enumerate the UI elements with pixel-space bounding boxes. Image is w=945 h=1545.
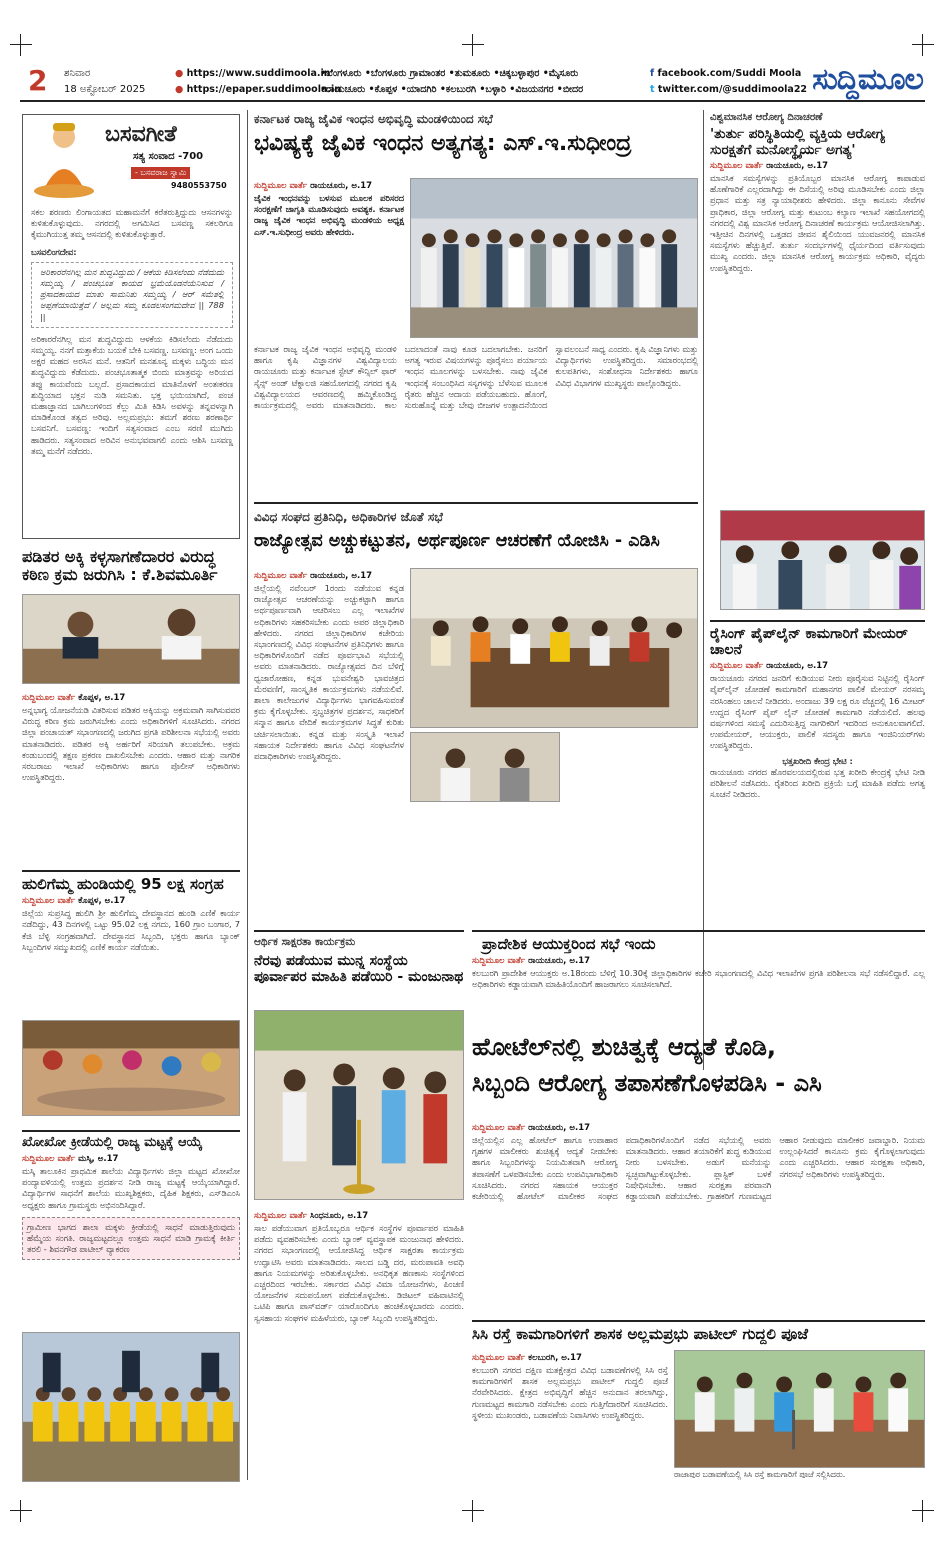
article-raising-pipeline <box>710 620 925 920</box>
article-rajyotsava <box>254 502 698 922</box>
headline: ರೈಸಿಂಗ್ ಪೈಪ್‌ಲೈನ್ ಕಾಮಗಾರಿಗೆ ಮೇಯರ್ ಚಾಲನೆ <box>710 626 908 659</box>
kicker: ಆರ್ಥಿಕ ಸಾಕ್ಷರತಾ ಕಾರ್ಯಕ್ರಮ <box>254 936 356 948</box>
kicker: ವಿವಿಧ ಸಂಘದ ಪ್ರತಿನಿಧಿ, ಅಧಿಕಾರಿಗಳ ಜೊತೆ ಸಭೆ <box>254 510 443 524</box>
date-label: 18 ಅಕ್ಟೋಬರ್ 2025 <box>64 84 146 95</box>
byline: ಸುದ್ದಿಮೂಲ ವಾರ್ತೆ ರಾಯಚೂರು, ಅ.17 <box>472 1123 591 1133</box>
basava-verse-head: ಬಸವಲಿಂಗದೇವ: <box>31 246 77 257</box>
byline: ಸುದ್ದಿಮೂಲ ವಾರ್ತೆ ರಾಯಚೂರು, ಅ.17 <box>254 181 373 191</box>
article-text: ರಾಯಚೂರು ನಗರದ ಜನರಿಗೆ ಕುಡಿಯುವ ನೀರು ಪೂರೈಸುವ ನಿಟ್ಟಿನಲ್ಲಿ ರೈಸಿಂಗ್ ಪೈಪ್‌ಲೈನ್ ಜೋಡಣೆ ಕಾಮಗಾರಿಗೆ ಮಹಾನಗರ ಪಾಲಿಕೆ ಮೇಯರ್ ನರಸಮ್ಮ ನರಸಿಂಹಲು ಚಾಲನೆ ನೀಡಿದರು. ಅಂದಾಜು 39 ಲಕ್ಷ ರೂ ವೆಚ್ಚದಲ್ಲಿ 16 ಮೀಟರ್ ಉದ್ದದ ರೈಸಿಂಗ್ ಪೈಪ್ ಲೈನ್ ಜೋಡಣೆ ಕಾಮಗಾರಿ ನಡೆಯಲಿದೆ. ಹಲವು ವರ್ಷಗಳಿಂದ ಸಮಸ್ಯೆ ಎದುರಿಸುತ್ತಿದ್ದ ನಾಗರಿಕರಿಗೆ ಇದರಿಂದ ಅನುಕೂಲವಾಗಲಿದೆ. ಉಪಮೇಯರ್, ಆಯುಕ್ತರು, ಪಾಲಿಕೆ ಸದಸ್ಯರು ಹಾಗೂ ಇಂಜಿನಿಯರ್‌ಗಳು ಉಪಸ್ಥಿತರಿದ್ದರು. <box>710 673 925 751</box>
epaper-link[interactable]: https://epaper.suddimoola.in <box>186 84 342 95</box>
byline: ಸುದ್ದಿಮೂಲ ವಾರ್ತೆ ಕಲಬುರಗಿ, ಅ.17 <box>472 1353 582 1363</box>
article-mental-health <box>710 112 925 612</box>
byline: ಸುದ್ದಿಮೂಲ ವಾರ್ತೆ ಮಸ್ಕಿ, ಅ.17 <box>22 1153 119 1164</box>
byline: ಸುದ್ದಿಮೂಲ ವಾರ್ತೆ ಸಿಂಧನೂರು, ಅ.17 <box>254 1211 369 1221</box>
registration-mark <box>462 34 484 56</box>
twitter-icon: t <box>650 84 655 95</box>
article-text: ಮಾನಸಿಕ ಸಮಸ್ಯೆಗಳನ್ನು ಪ್ರತಿಯೊಬ್ಬರ ಮಾನಸಿಕ ಆರೋಗ್ಯ ಕಾಪಾಡುವ ಹೊಣೆಗಾರಿಕೆ ಎಲ್ಲರದಾಗಿದ್ದು ಈ ದಿಸೆಯಲ್ಲಿ ಅರಿವು ಮೂಡಿಸಬೇಕು ಎಂದು ಜಿಲ್ಲಾ ಪ್ರಧಾನ ಮತ್ತು ಸತ್ರ ನ್ಯಾಯಾಧೀಶರು ಹೇಳಿದರು. ಜಿಲ್ಲಾ ಕಾನೂನು ಸೇವೆಗಳ ಪ್ರಾಧಿಕಾರ, ಜಿಲ್ಲಾ ಆರೋಗ್ಯ ಮತ್ತು ಕುಟುಂಬ ಕಲ್ಯಾಣ ಇಲಾಖೆ ಸಹಯೋಗದಲ್ಲಿ ನಗರದಲ್ಲಿ ವಿಶ್ವ ಮಾನಸಿಕ ಆರೋಗ್ಯ ದಿನಾಚರಣೆ ಕಾರ್ಯಕ್ರಮ ಆಯೋಜಿಸಲಾಗಿತ್ತು. ಇತ್ತೀಚಿನ ದಿನಗಳಲ್ಲಿ ಒತ್ತಡದ ಜೀವನ ಶೈಲಿಯಿಂದ ಯುವಜನರಲ್ಲಿ ಮಾನಸಿಕ ಸಮಸ್ಯೆಗಳು ಹೆಚ್ಚುತ್ತಿವೆ. ತುರ್ತು ಸಂದರ್ಭಗಳಲ್ಲಿ ಧೈರ್ಯದಿಂದ ವರ್ತಿಸುವುದು ಮುಖ್ಯ ಎಂದರು. ಜಿಲ್ಲಾ ಮಾನಸಿಕ ಆರೋಗ್ಯ ಕಾರ್ಯಕ್ರಮ ಅಧಿಕಾರಿ, ವೈದ್ಯರು ಉಪಸ್ಥಿತರಿದ್ದರು. <box>710 173 925 273</box>
photo-caption: ರಾಜಾಪುರ ಬಡಾವಣೆಯಲ್ಲಿ ಸಿಸಿ ರಸ್ತೆ ಕಾಮಗಾರಿಗೆ ಪೂಜೆ ಸಲ್ಲಿಸಿದರು. <box>674 1470 846 1479</box>
social-links <box>650 66 807 98</box>
article-regional-commissioner <box>472 930 925 1028</box>
rajyotsava-meeting-photo <box>410 568 698 728</box>
article-text: ಸಾಲ ಪಡೆಯುವಾಗ ಪ್ರತಿಯೊಬ್ಬರೂ ಆರ್ಥಿಕ ಸಂಸ್ಥೆಗಳ ಪೂರ್ವಾಪರ ಮಾಹಿತಿ ಪಡೆದು ವ್ಯವಹರಿಸಬೇಕು ಎಂದು ಬ್ಯಾಂಕ್ ವ್ಯವಸ್ಥಾಪಕ ಮಂಜುನಾಥ ಹೇಳಿದರು. ನಗರದ ಸಭಾಂಗಣದಲ್ಲಿ ಆಯೋಜಿಸಿದ್ದ ಆರ್ಥಿಕ ಸಾಕ್ಷರತಾ ಕಾರ್ಯಕ್ರಮ ಉದ್ಘಾಟಿಸಿ ಅವರು ಮಾತನಾಡಿದರು. ಸಾಲದ ಬಡ್ಡಿ ದರ, ಮರುಪಾವತಿ ಅವಧಿ ಹಾಗೂ ನಿಯಮಗಳನ್ನು ಅರಿತುಕೊಳ್ಳಬೇಕು. ಅನಧಿಕೃತ ಹಣಕಾಸು ಸಂಸ್ಥೆಗಳಿಂದ ಎಚ್ಚರದಿಂದ ಇರಬೇಕು. ಸರ್ಕಾರದ ವಿವಿಧ ವಿಮಾ ಯೋಜನೆಗಳು, ಪಿಂಚಣಿ ಯೋಜನೆಗಳ ಸದುಪಯೋಗ ಪಡೆದುಕೊಳ್ಳಬೇಕು. ಡಿಜಿಟಲ್ ವಹಿವಾಟಿನಲ್ಲಿ ಒಟಿಪಿ ಹಾಗೂ ಪಾಸ್‌ವರ್ಡ್ ಯಾರೊಂದಿಗೂ ಹಂಚಿಕೊಳ್ಳಬಾರದು ಎಂದರು. ಸ್ವಸಹಾಯ ಸಂಘಗಳ ಮಹಿಳೆಯರು, ಬ್ಯಾಂಕ್ ಸಿಬ್ಬಂದಿ ಉಪಸ್ಥಿತರಿದ್ದರು. <box>254 1223 464 1323</box>
article-text: ಕಲಬುರಗಿ ನಗರದ ದಕ್ಷಿಣ ಮತಕ್ಷೇತ್ರದ ವಿವಿಧ ಬಡಾವಣೆಗಳಲ್ಲಿ ಸಿಸಿ ರಸ್ತೆ ಕಾಮಗಾರಿಗಳಿಗೆ ಶಾಸಕ ಅಲ್ಲಮಪ್ರಭು ಪಾಟೀಲ್ ಗುದ್ದಲಿ ಪೂಜೆ ನೆರವೇರಿಸಿದರು. ಕ್ಷೇತ್ರದ ಅಭಿವೃದ್ಧಿಗೆ ಹೆಚ್ಚಿನ ಅನುದಾನ ತರಲಾಗಿದ್ದು, ಗುಣಮಟ್ಟದ ಕಾಮಗಾರಿ ನಡೆಸಬೇಕು ಎಂದು ಗುತ್ತಿಗೆದಾರರಿಗೆ ಸೂಚಿಸಿದರು. ಸ್ಥಳೀಯ ಮುಖಂಡರು, ಬಡಾವಣೆಯ ನಿವಾಸಿಗಳು ಉಪಸ್ಥಿತರಿದ್ದರು. <box>472 1365 668 1420</box>
website-link[interactable]: https://www.suddimoola.in <box>186 68 331 79</box>
headline-line1: ಹೋಟೆಲ್‌ನಲ್ಲಿ ಶುಚಿತ್ವಕ್ಕೆ ಆದ್ಯತೆ ಕೊಡಿ, <box>472 1034 776 1061</box>
web-links <box>175 66 341 98</box>
globe-icon: ● <box>175 84 184 95</box>
byline: ಸುದ್ದಿಮೂಲ ವಾರ್ತೆ ರಾಯಚೂರು, ಅ.17 <box>472 956 591 967</box>
headline: ಪಡಿತರ ಅಕ್ಕಿ ಕಳ್ಳಸಾಗಣೆದಾರರ ವಿರುದ್ಧ ಕಠಿಣ ಕ್ರಮ ಜರುಗಿಸಿ : ಕೆ.ಶಿವಮೂರ್ತಿ <box>22 548 218 585</box>
lamp-lighting-photo <box>254 1010 464 1200</box>
lead-text: ಜೈವಿಕ ಇಂಧನವನ್ನು ಬಳಸುವ ಮೂಲಕ ಪರಿಸರದ ಸಂರಕ್ಷಣೆಗೆ ಜಾಗೃತಿ ಮೂಡಿಸುವುದು ಅವಶ್ಯಕ. ಕರ್ನಾಟಕ ರಾಜ್ಯ ಜೈವಿಕ ಇಂಧನ ಅಭಿವೃದ್ಧಿ ಮಂಡಳಿಯ ಅಧ್ಯಕ್ಷ ಎಸ್.ಇ.ಸುಧೀಂದ್ರ ಅವರು ಹೇಳಿದರು. <box>254 193 404 237</box>
facebook-icon: f <box>650 68 655 79</box>
byline: ಸುದ್ದಿಮೂಲ ವಾರ್ತೆ ರಾಯಚೂರು, ಅ.17 <box>710 161 829 172</box>
editions-line: •ರಾಯಚೂರು •ಕೊಪ್ಪಳ •ಯಾದಗಿರಿ •ಕಲಬುರಗಿ •ಬಳ್ಳಾರಿ •ವಿಜಯನಗರ •ಬೀದರ <box>320 84 584 95</box>
basava-title: ಬಸವಗೀತೆ <box>105 121 177 147</box>
article-text: ಕರ್ನಾಟಕ ರಾಜ್ಯ ಜೈವಿಕ ಇಂಧನ ಅಭಿವೃದ್ಧಿ ಮಂಡಳಿ ಹಾಗೂ ಕೃಷಿ ವಿಜ್ಞಾನಗಳ ವಿಶ್ವವಿದ್ಯಾಲಯ ರಾಯಚೂರು ಮತ್ತು ಕರ್ನಾಟಕ ಸ್ಟೇಟ್ ಕೌನ್ಸಿಲ್ ಫಾರ್ ಸೈನ್ಸ್ ಅಂಡ್ ಟೆಕ್ನಾಲಜಿ ಸಹಯೋಗದಲ್ಲಿ ನಗರದ ಕೃಷಿ ವಿಶ್ವವಿದ್ಯಾಲಯದ ಆವರಣದಲ್ಲಿ ಹಮ್ಮಿಕೊಂಡಿದ್ದ ಕಾರ್ಯಕ್ರಮದಲ್ಲಿ ಅವರು ಮಾತನಾಡಿದರು. ಕಾಲ ಬದಲಾದಂತೆ ನಾವು ಕೂಡ ಬದಲಾಗಬೇಕು. ಜನರಿಗೆ ಅಗತ್ಯ ಇರುವ ವಿಷಯಗಳನ್ನು ಪೂರೈಸಲು ಪರ್ಯಾಯ ಇಂಧನ ಮೂಲಗಳನ್ನು ಬಳಸಬೇಕು. ನಾವು ಜೈವಿಕ ಇಂಧನಕ್ಕೆ ಸಂಬಂಧಿಸಿದ ಸಸ್ಯಗಳನ್ನು ಬೆಳೆಸುವ ಮೂಲಕ ರೈತರು ಹೆಚ್ಚಿನ ಆದಾಯ ಪಡೆಯಬಹುದು. ಹೊಂಗೆ, ಸುರುಹೊನ್ನೆ ಮತ್ತು ಬೇವು ಬೀಜಗಳ ಉತ್ಪಾದನೆಯಿಂದ ಸ್ವಾವಲಂಬನೆ ಸಾಧ್ಯ ಎಂದರು. ಕೃಷಿ ವಿಜ್ಞಾನಿಗಳು ಮತ್ತು ವಿದ್ಯಾರ್ಥಿಗಳು ಉಪಸ್ಥಿತರಿದ್ದರು. ಸಮಾರಂಭದಲ್ಲಿ ಕುಲಪತಿಗಳು, ಸಂಶೋಧನಾ ನಿರ್ದೇಶಕರು ಹಾಗೂ ವಿವಿಧ ವಿಭಾಗಗಳ ಮುಖ್ಯಸ್ಥರು ಪಾಲ್ಗೊಂಡಿದ್ದರು. <box>254 344 698 411</box>
article-text: ಜಿಲ್ಲೆಯಲ್ಲಿ ನವೆಂಬರ್ 1ರಂದು ನಡೆಯುವ ಕನ್ನಡ ರಾಜ್ಯೋತ್ಸವ ಆಚರಣೆಯನ್ನು ಅಚ್ಚುಕಟ್ಟಾಗಿ ಹಾಗೂ ಅರ್ಥಪೂರ್ಣವಾಗಿ ಆಚರಿಸಲು ಎಲ್ಲ ಇಲಾಖೆಗಳ ಅಧಿಕಾರಿಗಳು ಸಹಕರಿಸಬೇಕು ಎಂದು ಅಪರ ಜಿಲ್ಲಾಧಿಕಾರಿ ಹೇಳಿದರು. ನಗರದ ಜಿಲ್ಲಾಧಿಕಾರಿಗಳ ಕಚೇರಿಯ ಸಭಾಂಗಣದಲ್ಲಿ ವಿವಿಧ ಸಂಘಟನೆಗಳ ಪ್ರತಿನಿಧಿಗಳು ಹಾಗೂ ಅಧಿಕಾರಿಗಳೊಂದಿಗೆ ನಡೆದ ಪೂರ್ವಭಾವಿ ಸಭೆಯಲ್ಲಿ ಅವರು ಮಾತನಾಡಿದರು. ರಾಜ್ಯೋತ್ಸವದ ದಿನ ಬೆಳಿಗ್ಗೆ ಧ್ವಜಾರೋಹಣ, ಕನ್ನಡ ಭುವನೇಶ್ವರಿ ಭಾವಚಿತ್ರದ ಮೆರವಣಿಗೆ, ಸಾಂಸ್ಕೃತಿಕ ಕಾರ್ಯಕ್ರಮಗಳು ನಡೆಯಲಿವೆ. ಶಾಲಾ ಕಾಲೇಜುಗಳ ವಿದ್ಯಾರ್ಥಿಗಳು ಭಾಗವಹಿಸುವಂತೆ ಕ್ರಮ ಕೈಗೊಳ್ಳಬೇಕು. ಸ್ತಬ್ಧಚಿತ್ರಗಳ ಪ್ರದರ್ಶನ, ಸಾಧಕರಿಗೆ ಸನ್ಮಾನ ಹಾಗೂ ವೇದಿಕೆ ಕಾರ್ಯಕ್ರಮಗಳ ಸಿದ್ಧತೆ ಕುರಿತು ಚರ್ಚಿಸಲಾಯಿತು. ಕನ್ನಡ ಮತ್ತು ಸಂಸ್ಕೃತಿ ಇಲಾಖೆ ಸಹಾಯಕ ನಿರ್ದೇಶಕರು ಹಾಗೂ ವಿವಿಧ ಸಂಘಟನೆಗಳ ಪದಾಧಿಕಾರಿಗಳು ಉಪಸ್ಥಿತರಿದ್ದರು. <box>254 583 404 762</box>
masthead-logo: ಸುದ್ದಿಮೂಲ <box>812 62 923 97</box>
registration-mark <box>10 34 32 56</box>
page-number: 2 <box>28 64 48 97</box>
akki-photo <box>22 594 240 684</box>
registration-mark <box>912 1500 934 1522</box>
article-huligemma <box>22 870 240 1120</box>
groundbreaking-photo <box>674 1350 925 1468</box>
headline: ಹುಲಿಗೆಮ್ಮ ಹುಂಡಿಯಲ್ಲಿ 95 ಲಕ್ಷ ಸಂಗ್ರಹ <box>22 875 224 893</box>
headline: ನೆರವು ಪಡೆಯುವ ಮುನ್ನ ಸಂಸ್ಥೆಯ ಪೂರ್ವಾಪರ ಮಾಹಿತಿ ಪಡೆಯಿರಿ - ಮಂಜುನಾಥ <box>254 953 464 986</box>
basava-intro: ಸಕಲ ಶರಣರು ಲಿಂಗಾಯತದ ಮಹಾಮನೆಗೆ ಕರೆತರುತ್ತಿದ್ದುದು ಆಸನಗಳನ್ನು ಕುಳಿತುಕೊಳ್ಳುವುದು. ನಗರದಲ್ಲಿ ಅಗಮಿಸಿದ ಬಸವಣ್ಣ ಸಕಲರಿಗೂ ಕೈಮುಗಿಯುತ್ತ ತಮ್ಮ ಆಸನದಲ್ಲಿ ಕುಳಿತುಕೊಳ್ಳುತ್ತಾರೆ. <box>31 207 233 240</box>
headline-line2: ಸಿಬ್ಬಂದಿ ಆರೋಗ್ಯ ತಪಾಸಣೆಗೊಳಪಡಿಸಿ - ಎಸಿ <box>472 1068 822 1097</box>
basava-subtitle: ಸತ್ಯ ಸಂವಾದ -700 <box>133 151 204 162</box>
column-divider <box>247 110 248 1480</box>
registration-mark <box>10 1500 32 1522</box>
registration-mark <box>912 34 934 56</box>
kicker: ವಿಶ್ವಮಾನಸಿಕ ಆರೋಗ್ಯ ದಿನಾಚರಣೆ <box>710 112 823 123</box>
byline: ಸುದ್ದಿಮೂಲ ವಾರ್ತೆ ರಾಯಚೂರು, ಅ.17 <box>710 661 829 672</box>
article-cc-road <box>472 1320 925 1485</box>
officials-photo <box>410 732 560 802</box>
basava-verse: ಅರಿಕಾರರೆನಗಿಲ್ಲ ಮನ ಶುದ್ಧವಿದ್ದುದು / ಆಕೆಯ ಕಿಡಿಸಲೆಂದು ನೆಡೆದುದು ಸಮ್ಮಯ್ಯ / ಪಂಚಭೂತ ಕಾಯದ ಭ್ರಮೆಯೊಡನೆಯೆನಿಸುವ / ಪ್ರಸಾದಕಾಯದ ಮಾತು ಸಾಮನಿತು ಸಮ್ಮಯ್ಯ / ಆರ್ ಸಮೆತಲ್ಲಿ ಅಪ್ಪಣೆಯಾಯಿತ್ತೆದೆ / ಅಲ್ಲಮ ಸಮ್ಮ ಕೂಡಲಸಂಗಮದೇವ || 788 || <box>31 262 233 328</box>
basava-author: - ಬಸವರಾಜ ಸ್ವಾಮಿ <box>131 167 190 179</box>
byline: ಸುದ್ದಿಮೂಲ ವಾರ್ತೆ ಕೊಪ್ಪಳ, ಅ.17 <box>22 896 126 907</box>
headline: ರಾಜ್ಯೋತ್ಸವ ಅಚ್ಚುಕಟ್ಟುತನ, ಅರ್ಥಪೂರ್ಣ ಆಚರಣೆಗೆ ಯೋಜಿಸಿ - ಎಡಿಸಿ <box>254 531 660 551</box>
kicker: ಕರ್ನಾಟಕ ರಾಜ್ಯ ಜೈವಿಕ ಇಂಧನ ಅಭಿವೃದ್ಧಿ ಮಂಡಳಿಯಿಂದ ಸಭೆ <box>254 112 493 126</box>
page-header <box>20 64 925 102</box>
column-divider <box>703 110 704 1070</box>
khokho-team-photo <box>22 1332 240 1482</box>
editions-list <box>320 66 650 98</box>
headline: ಭವಿಷ್ಯಕ್ಕೆ ಜೈವಿಕ ಇಂಧನ ಅತ್ಯಗತ್ಯ: ಎಸ್.ಇ.ಸುಧೀಂದ್ರ <box>254 131 632 156</box>
basava-body <box>31 207 233 457</box>
box-title: ಭತ್ತಖರೀದಿ ಕೇಂದ್ರ ಭೇಟಿ : <box>782 755 853 766</box>
basava-phone: 9480553750 <box>171 181 227 190</box>
article-text: ಕಲಬುರಗಿ ಪ್ರಾದೇಶಿಕ ಆಯುಕ್ತರು ಅ.18ರಂದು ಬೆಳಿಗ್ಗೆ 10.30ಕ್ಕೆ ಜಿಲ್ಲಾಧಿಕಾರಿಗಳ ಕಚೇರಿ ಸಭಾಂಗಣದಲ್ಲಿ ವಿವಿಧ ಇಲಾಖೆಗಳ ಪ್ರಗತಿ ಪರಿಶೀಲನಾ ಸಭೆ ನಡೆಸಲಿದ್ದಾರೆ. ಎಲ್ಲ ಅಧಿಕಾರಿಗಳು ಕಡ್ಡಾಯವಾಗಿ ಮಾಹಿತಿಯೊಂದಿಗೆ ಹಾಜರಾಗಲು ಸೂಚಿಸಲಾಗಿದೆ. <box>472 968 925 990</box>
day-label: ಶನಿವಾರ <box>64 68 91 79</box>
box-text: ರಾಯಚೂರು ನಗರದ ಹೊರವಲಯದಲ್ಲಿರುವ ಭತ್ತ ಖರೀದಿ ಕೇಂದ್ರಕ್ಕೆ ಭೇಟಿ ನೀಡಿ ಪರಿಶೀಲನೆ ನಡೆಸಿದರು. ರೈತರಿಂದ ಖರೀದಿ ಪ್ರಕ್ರಿಯೆ ಬಗ್ಗೆ ಮಾಹಿತಿ ಪಡೆದು ಅಗತ್ಯ ಸೂಚನೆ ನೀಡಿದರು. <box>710 766 925 800</box>
article-text: ಜಿಲ್ಲೆಯ ಸುಪ್ರಸಿದ್ಧ ಹುಲಿಗಿ ಶ್ರೀ ಹುಲಿಗೆಮ್ಮ ದೇವಸ್ಥಾನದ ಹುಂಡಿ ಎಣಿಕೆ ಕಾರ್ಯ ನಡೆದಿದ್ದು, 43 ದಿನಗಳಲ್ಲಿ ಒಟ್ಟು 95.02 ಲಕ್ಷ ನಗದು, 160 ಗ್ರಾಂ ಬಂಗಾರ, 7 ಕೆಜಿ ಬೆಳ್ಳಿ ಸಂಗ್ರಹವಾಗಿದೆ. ದೇವಸ್ಥಾನದ ಸಿಬ್ಬಂದಿ, ಭಕ್ತರು ಹಾಗೂ ಬ್ಯಾಂಕ್ ಸಿಬ್ಬಂದಿಗಳ ಸಮ್ಮುಖದಲ್ಲಿ ಎಣಿಕೆ ಕಾರ್ಯ ನಡೆಯಿತು. <box>22 908 240 952</box>
huligemma-photo <box>22 1020 240 1116</box>
facebook-link[interactable]: facebook.com/Suddi Moola <box>657 68 802 79</box>
article-biofuel <box>254 112 698 494</box>
basava-illustration <box>29 119 99 199</box>
byline: ಸುದ್ದಿಮೂಲ ವಾರ್ತೆ ರಾಯಚೂರು, ಅ.17 <box>254 571 373 581</box>
issue-date <box>64 66 145 98</box>
twitter-link[interactable]: twitter.com/@suddimoola22 <box>657 84 808 95</box>
byline: ಸುದ್ದಿಮೂಲ ವಾರ್ತೆ ಕೊಪ್ಪಳ, ಅ.17 <box>22 693 126 703</box>
headline: ಪ್ರಾದೇಶಿಕ ಆಯುಕ್ತರಿಂದ ಸಭೆ ಇಂದು <box>482 935 656 953</box>
basava-text: ಅರಿಕಾರರೆನಗಿಲ್ಲ ಮನ ಶುದ್ಧವಿದ್ದುದು ಆಳಕೆಯ ಕಿಡಿಸಲೆಂದು ನೆಡೆದುದು ಸಮ್ಮಯ್ಯ. ನನಗೆ ಮತ್ತಾಕೆಯ ಬಯಕೆ ಬೇಕಿ ಬಸವಣ್ಣ. ಬಸವಣ್ಣ: ಅಂಗ ಒಂದು ಅಕ್ಷರ ಮಹದ ಅರಸಿನ ಮನೆ. ಆತನಿಗೆ ಮನಶೂನ್ಯ ಮಕ್ಕಳು ಬದ್ಧಿಯ ಮನ ಶುದ್ಧವಿದ್ದುದು ಕೆಡೆದುದು. ಪಂಚಭೂತಾತ್ಮಕ ಬಿಂದು ಮಾತ್ರವನ್ನು ಅರಿಯದ ತಪ್ಪು ಕಾಯವೆಂದು ಬಲ್ಲದೆ. ಪ್ರಸಾದಕಾಯದ ಮಾತಿನೊಳಗೆ ಅಂತಃಕರಣ ಶುದ್ಧಿಯಾದ ಭಕ್ತನ ನುಡಿ ಸಮನಿತು. ಭಕ್ತ ಭಯಿಯಾಗಿದೆ, ಪಂಚ ಮಹಾಜ್ಞಾನದ ಬಾಗಿಲುಗಳಿಂದ ಕೆಲ್ಲು ಮಿತಿ ಕಿಡಿಸಿ ಅವಳನ್ನು ತನ್ನವಳನ್ನಾಗಿ ಮಾಡಿಕೊಂಡ ತತ್ವದ ಅರಿವು. ಅಲ್ಲಮಪ್ರಭು: ತಮಗೆ ಶರಣು ಶರಣಾರ್ಥಿ ಬಸವನಿಗೆ. ಬಸವಣ್ಣ: ಇಂದಿಗೆ ಸತ್ಯಸಂವಾದ ಎಂಬ ಸರಣಿ ಮುಗಿದು ಹಾಡಿದರು. ಸತ್ಯಸಂವಾದ ಅರಿವಿನ ಅನುಭವವಾಗಲಿ ಎಂದು ಆಶಿಸಿ ಬಸವಣ್ಣ ತಮ್ಮ ಮನೆಗೆ ನಡೆದರು. <box>31 333 233 456</box>
registration-mark <box>462 1500 484 1522</box>
article-khokho <box>22 1130 240 1490</box>
headline: ಸಿಸಿ ರಸ್ತೆ ಕಾಮಗಾರಿಗಳಿಗೆ ಶಾಸಕ ಅಲ್ಲಮಪ್ರಭು ಪಾಟೀಲ್ ಗುದ್ದಲಿ ಪೂಜೆ <box>472 1325 809 1343</box>
article-financial-literacy <box>254 930 464 1485</box>
globe-icon: ● <box>175 68 184 79</box>
article-akki <box>22 548 240 860</box>
headline: ಖೋಖೋ ಕ್ರೀಡೆಯಲ್ಲಿ ರಾಜ್ಯ ಮಟ್ಟಕ್ಕೆ ಆಯ್ಕೆ <box>22 1135 203 1150</box>
editions-line: •ಬೆಂಗಳೂರು •ಬೆಂಗಳೂರು ಗ್ರಾಮಾಂತರ •ತುಮಕೂರು •ಚಿಕ್ಕಬಳ್ಳಾಪುರ •ಮೈಸೂರು <box>320 68 579 79</box>
basavageete-column <box>22 114 240 539</box>
biofuel-group-photo <box>410 178 698 338</box>
quote-box: ಗ್ರಾಮೀಣ ಭಾಗದ ಶಾಲಾ ಮಕ್ಕಳು ಕ್ರೀಡೆಯಲ್ಲಿ ಸಾಧನೆ ಮಾಡುತ್ತಿರುವುದು ಹೆಮ್ಮೆಯ ಸಂಗತಿ. ರಾಜ್ಯಮಟ್ಟದಲ್ಲೂ ಉತ್ತಮ ಸಾಧನೆ ಮಾಡಿ ಗ್ರಾಮಕ್ಕೆ ಕೀರ್ತಿ ತರಲಿ - ಶಿವನಗೌಡ ಪಾಟೀಲ್ ವ್ಯಾಕರಣ <box>22 1217 240 1261</box>
mental-health-event-photo <box>720 510 925 610</box>
article-text: ಅನ್ನಭಾಗ್ಯ ಯೋಜನೆಯಡಿ ವಿತರಿಸುವ ಪಡಿತರ ಅಕ್ಕಿಯನ್ನು ಅಕ್ರಮವಾಗಿ ಸಾಗಿಸುವವರ ವಿರುದ್ಧ ಕಠಿಣ ಕ್ರಮ ಜರುಗಿಸಬೇಕು ಎಂದು ಅಧಿಕಾರಿಗಳಿಗೆ ಸೂಚಿಸಿದರು. ನಗರದ ಜಿಲ್ಲಾ ಪಂಚಾಯತ್ ಸಭಾಂಗಣದಲ್ಲಿ ಜರುಗಿದ ಪ್ರಗತಿ ಪರಿಶೀಲನಾ ಸಭೆಯಲ್ಲಿ ಅವರು ಮಾತನಾಡಿದರು. ಪಡಿತರ ಅಕ್ಕಿ ಅರ್ಹರಿಗೆ ಸರಿಯಾಗಿ ತಲುಪಬೇಕು. ಅಕ್ರಮ ಕಂಡುಬಂದಲ್ಲಿ ತಕ್ಷಣ ಪ್ರಕರಣ ದಾಖಲಿಸಬೇಕು ಎಂದರು. ಆಹಾರ ಮತ್ತು ನಾಗರಿಕ ಸರಬರಾಜು ಇಲಾಖೆ ಅಧಿಕಾರಿಗಳು ಹಾಗೂ ಪೊಲೀಸ್ ಅಧಿಕಾರಿಗಳು ಉಪಸ್ಥಿತರಿದ್ದರು. <box>22 705 240 783</box>
headline: 'ತುರ್ತು ಪರಿಸ್ಥಿತಿಯಲ್ಲಿ ವ್ಯಕ್ತಿಯ ಆರೋಗ್ಯ ಸುರಕ್ಷತೆಗೆ ಮನೋಸ್ಥೈರ್ಯ ಅಗತ್ಯ' <box>710 126 885 158</box>
article-text: ಮಸ್ಕಿ ತಾಲೂಕಿನ ಪ್ರಾಥಮಿಕ ಶಾಲೆಯ ವಿದ್ಯಾರ್ಥಿಗಳು ಜಿಲ್ಲಾ ಮಟ್ಟದ ಖೋಖೋ ಪಂದ್ಯಾವಳಿಯಲ್ಲಿ ಉತ್ತಮ ಪ್ರದರ್ಶನ ನೀಡಿ ರಾಜ್ಯ ಮಟ್ಟಕ್ಕೆ ಆಯ್ಕೆಯಾಗಿದ್ದಾರೆ. ವಿದ್ಯಾರ್ಥಿಗಳ ಸಾಧನೆಗೆ ಶಾಲೆಯ ಮುಖ್ಯಶಿಕ್ಷಕರು, ದೈಹಿಕ ಶಿಕ್ಷಕರು, ಎಸ್‌ಡಿಎಂಸಿ ಅಧ್ಯಕ್ಷರು ಹಾಗೂ ಗ್ರಾಮಸ್ಥರು ಅಭಿನಂದಿಸಿದ್ದಾರೆ. <box>22 1165 240 1210</box>
article-text: ಜಿಲ್ಲೆಯಲ್ಲಿನ ಎಲ್ಲ ಹೋಟೆಲ್ ಹಾಗೂ ಉಪಾಹಾರ ಗೃಹಗಳ ಮಾಲೀಕರು ಶುಚಿತ್ವಕ್ಕೆ ಆದ್ಯತೆ ನೀಡಬೇಕು ಹಾಗೂ ಸಿಬ್ಬಂದಿಗಳನ್ನು ನಿಯಮಿತವಾಗಿ ಆರೋಗ್ಯ ತಪಾಸಣೆಗೆ ಒಳಪಡಿಸಬೇಕು ಎಂದು ಉಪವಿಭಾಗಾಧಿಕಾರಿ ಸೂಚಿಸಿದರು. ನಗರದ ಸಹಾಯಕ ಆಯುಕ್ತರ ಕಚೇರಿಯಲ್ಲಿ ಹೋಟೆಲ್ ಮಾಲೀಕರ ಸಂಘದ ಪದಾಧಿಕಾರಿಗಳೊಂದಿಗೆ ನಡೆದ ಸಭೆಯಲ್ಲಿ ಅವರು ಮಾತನಾಡಿದರು. ಆಹಾರ ತಯಾರಿಕೆಗೆ ಶುದ್ಧ ಕುಡಿಯುವ ನೀರು ಬಳಸಬೇಕು. ಅಡುಗೆ ಮನೆಯನ್ನು ಸ್ವಚ್ಛವಾಗಿಟ್ಟುಕೊಳ್ಳಬೇಕು. ಪ್ಲಾಸ್ಟಿಕ್ ಬಳಕೆ ನಿಷೇಧಿಸಬೇಕು. ಆಹಾರ ಸುರಕ್ಷತಾ ಪರವಾನಗಿ ಕಡ್ಡಾಯವಾಗಿ ಪಡೆಯಬೇಕು. ಗ್ರಾಹಕರಿಗೆ ಗುಣಮಟ್ಟದ ಆಹಾರ ನೀಡುವುದು ಮಾಲೀಕರ ಜವಾಬ್ದಾರಿ. ನಿಯಮ ಉಲ್ಲಂಘಿಸಿದರೆ ಕಾನೂನು ಕ್ರಮ ಕೈಗೊಳ್ಳಲಾಗುವುದು ಎಂದು ಎಚ್ಚರಿಸಿದರು. ಆಹಾರ ಸುರಕ್ಷತಾ ಅಧಿಕಾರಿ, ನಗರಸಭೆ ಅಧಿಕಾರಿಗಳು ಉಪಸ್ಥಿತರಿದ್ದರು. <box>472 1135 925 1202</box>
article-hotel-hygiene <box>472 1034 925 1314</box>
